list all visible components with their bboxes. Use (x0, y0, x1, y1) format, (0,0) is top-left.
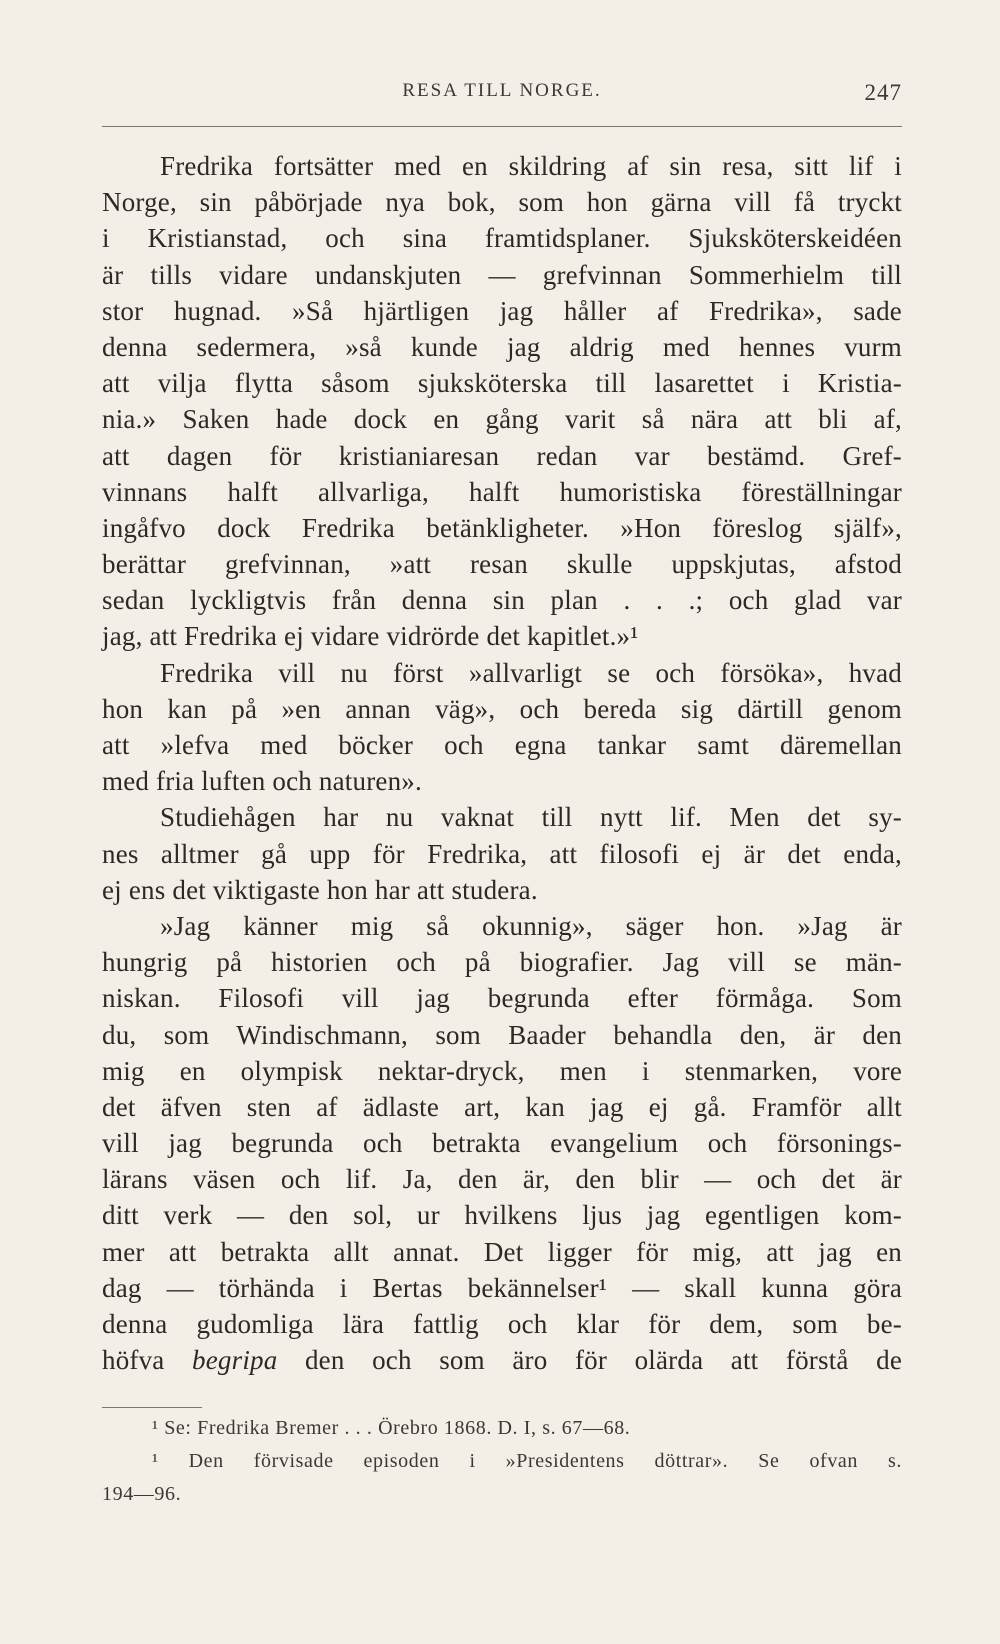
text-line: denna sedermera, »så kunde jag aldrig med hennes vurm (102, 331, 902, 362)
text-line: är tills vidare undanskjuten — grefvinnan Sommerhielm till (102, 259, 902, 290)
text-line: att dagen för kristianiaresan redan var bestämd. Gref- (102, 440, 902, 471)
text-line: Fredrika vill nu först »allvarligt se och försöka», hvad (160, 657, 902, 688)
footnote-rule (102, 1407, 202, 1408)
text-line: stor hugnad. »Så hjärtligen jag håller af Fredrika», sade (102, 295, 902, 326)
text-line: lärans väsen och lif. Ja, den är, den blir — och det är (102, 1164, 902, 1195)
running-title: RESA TILL NORGE. (402, 80, 602, 101)
footnotes (102, 1412, 902, 1511)
text-line: sedan lyckligtvis från denna sin plan . . .; och glad var (102, 585, 902, 616)
footnote: ¹ Den förvisade episoden i »Presidentens döttrar». Se ofvan s. (152, 1450, 902, 1472)
text-line: hon kan på »en annan väg», och bereda sig därtill genom (102, 693, 902, 724)
body-text (102, 148, 902, 1378)
header-rule (102, 126, 902, 127)
text-line: ditt verk — den sol, ur hvilkens ljus jag egentligen kom- (102, 1200, 902, 1231)
text-line: att vilja flytta såsom sjuksköterska till lasarettet i Kristia- (102, 368, 902, 399)
italic-word: begripa (192, 1345, 278, 1376)
text-line: i Kristianstad, och sina framtidsplaner. Sjuksköterskeidéen (102, 223, 902, 254)
text-line: ej ens det viktigaste hon har att studera. (102, 874, 538, 905)
text-line: dag — törhända i Bertas bekännelser¹ — skall kunna göra (102, 1272, 902, 1303)
text-line: vinnans halft allvarliga, halft humoristiska föreställningar (102, 476, 902, 507)
text-line: denna gudomliga lära fattlig och klar för dem, som be- (102, 1309, 902, 1339)
text-line: med fria luften och naturen». (102, 766, 422, 797)
text-line: Norge, sin påbörjade nya bok, som hon gärna vill få tryckt (102, 187, 902, 218)
text-line: mer att betrakta allt annat. Det ligger för mig, att jag en (102, 1236, 902, 1267)
text-line: du, som Windischmann, som Baader behandla den, är den (102, 1019, 902, 1050)
text-line: Fredrika fortsätter med en skildring af sin resa, sitt lif i (160, 151, 902, 181)
text-line: berättar grefvinnan, »att resan skulle uppskjutas, afstod (102, 549, 902, 580)
footnote-continuation: 194—96. (102, 1483, 182, 1505)
text-line: hungrig på historien och på biografier. Jag vill se män- (102, 947, 902, 978)
text-line: jag, att Fredrika ej vidare vidrörde det kapitlet.»¹ (102, 621, 639, 652)
text-line: nia.» Saken hade dock en gång varit så nära att bli af, (102, 404, 902, 435)
text-line: nes alltmer gå upp för Fredrika, att filosofi ej är det enda, (102, 838, 902, 869)
running-head (102, 80, 902, 110)
page-number: 247 (864, 80, 902, 105)
text-fragment: den och som äro för olärda att förstå de (304, 1345, 903, 1376)
footnote: ¹ Se: Fredrika Bremer . . . Örebro 1868. D. I, s. 67—68. (152, 1417, 631, 1439)
text-line: vill jag begrunda och betrakta evangelium och försonings- (102, 1128, 902, 1159)
text-line: att »lefva med böcker och egna tankar samt däremellan (102, 730, 902, 760)
text-line: niskan. Filosofi vill jag begrunda efter förmåga. Som (102, 983, 902, 1014)
text-line: det äfven sten af ädlaste art, kan jag ej gå. Framför allt (102, 1091, 902, 1122)
text-line: mig en olympisk nektar-dryck, men i stenmarken, vore (102, 1055, 902, 1086)
text-line: ingåfvo dock Fredrika betänkligheter. »Hon föreslog själf», (102, 512, 902, 543)
text-line: Studiehågen har nu vaknat till nytt lif. Men det sy- (160, 802, 902, 833)
text-line: »Jag känner mig så okunnig», säger hon. »Jag är (160, 910, 902, 941)
text-fragment: höfva (102, 1345, 165, 1376)
text-line (102, 1342, 902, 1378)
